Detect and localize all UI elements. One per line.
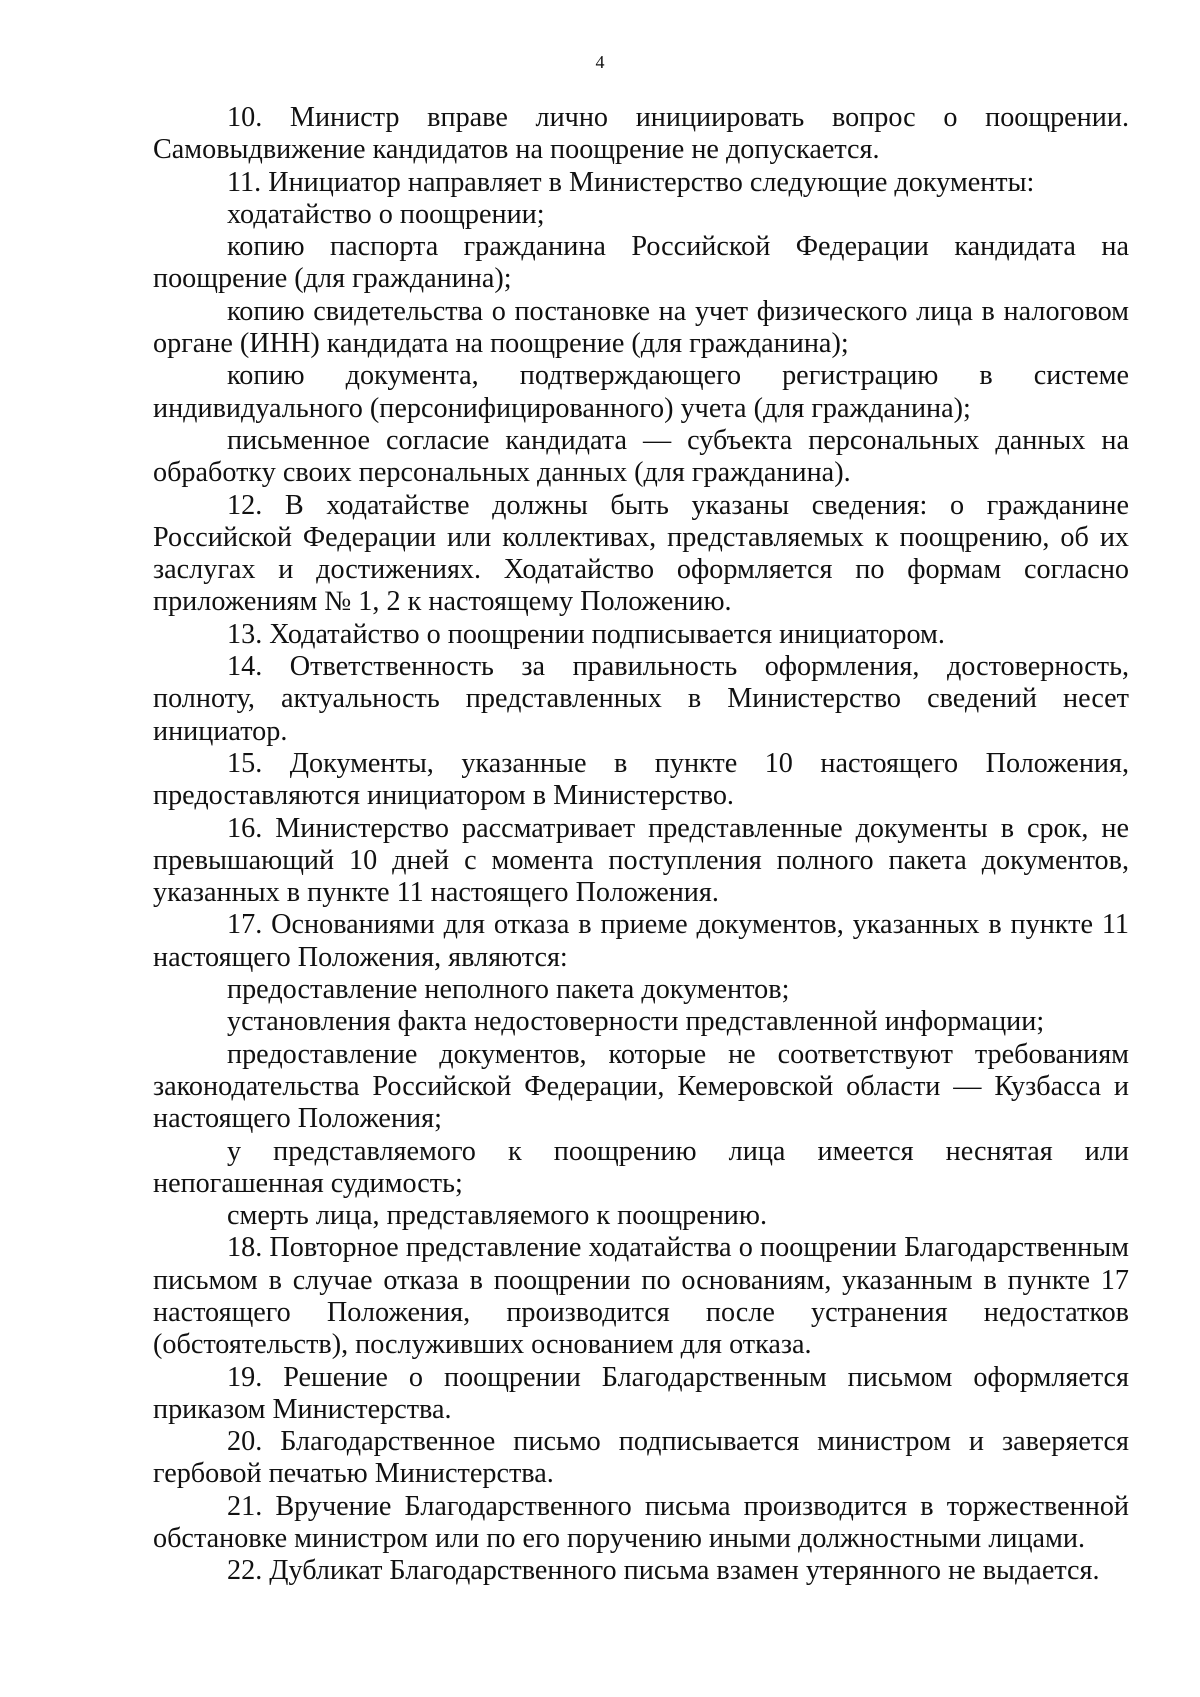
document-body <box>153 102 1129 1588</box>
paragraph-12: 12. В ходатайстве должны быть указаны сведения: о гражданине Российской Федерации или коллективах, представляемых к поощрению, об их заслугах и достижениях. Ходатайство оформляется по формам согласно приложениям № 1, 2 к настоящему Положению. <box>153 489 1129 618</box>
paragraph-11: 11. Инициатор направляет в Министерство следующие документы: <box>227 166 1035 198</box>
paragraph-14: 14. Ответственность за правильность оформления, достоверность, полноту, актуальность представленных в Министерство сведений несет инициатор. <box>153 651 1129 747</box>
list-item: копию паспорта гражданина Российской Федерации кандидата на поощрение (для гражданина); <box>153 231 1129 295</box>
list-item: смерть лица, представляемого к поощрению. <box>227 1200 767 1232</box>
page-number: 4 <box>595 52 605 72</box>
paragraph-18: 18. Повторное представление ходатайства о поощрении Благодарственным письмом в случае отказа в поощрении по основаниям, указанным в пункте 17 настоящего Положения, производится после устранения недостатков (обстоятельств), послуживших основанием для отказа. <box>153 1232 1129 1361</box>
list-item: письменное согласие кандидата — субъекта персональных данных на обработку своих персональных данных (для гражданина). <box>153 424 1129 489</box>
paragraph-16: 16. Министерство рассматривает представленные документы в срок, не превышающий 10 дней с момента поступления полного пакета документов, указанных в пункте 11 настоящего Положения. <box>153 812 1129 909</box>
paragraph-10: 10. Министр вправе лично инициировать вопрос о поощрении. Самовыдвижение кандидатов на поощрение не допускается. <box>153 102 1129 166</box>
paragraph-13: 13. Ходатайство о поощрении подписывается инициатором. <box>227 618 945 650</box>
list-item: установления факта недостоверности представленной информации; <box>227 1006 1045 1038</box>
paragraph-22: 22. Дубликат Благодарственного письма взамен утерянного не выдается. <box>227 1555 1100 1587</box>
list-item: предоставление документов, которые не соответствуют требованиям законодательства Российской Федерации, Кемеровской области — Кузбасса и настоящего Положения; <box>153 1038 1129 1135</box>
paragraph-17: 17. Основаниями для отказа в приеме документов, указанных в пункте 11 настоящего Положения, являются: <box>153 909 1129 973</box>
list-item: ходатайство о поощрении; <box>227 198 545 230</box>
list-item: копию свидетельства о постановке на учет физического лица в налоговом органе (ИНН) кандидата на поощрение (для гражданина); <box>153 295 1129 360</box>
paragraph-19: 19. Решение о поощрении Благодарственным письмом оформляется приказом Министерства. <box>153 1361 1129 1425</box>
paragraph-15: 15. Документы, указанные в пункте 10 настоящего Положения, предоставляются инициатором в Министерство. <box>153 747 1129 812</box>
paragraph-20: 20. Благодарственное письмо подписывается министром и заверяется гербовой печатью Министерства. <box>153 1426 1129 1490</box>
list-item: у представляемого к поощрению лица имеется неснятая или непогашенная судимость; <box>153 1135 1129 1199</box>
list-item: копию документа, подтверждающего регистрацию в системе индивидуального (персонифицированного) учета (для гражданина); <box>153 360 1129 424</box>
paragraph-21: 21. Вручение Благодарственного письма производится в торжественной обстановке министром или по его поручению иными должностными лицами. <box>153 1490 1129 1555</box>
list-item: предоставление неполного пакета документов; <box>227 974 790 1006</box>
